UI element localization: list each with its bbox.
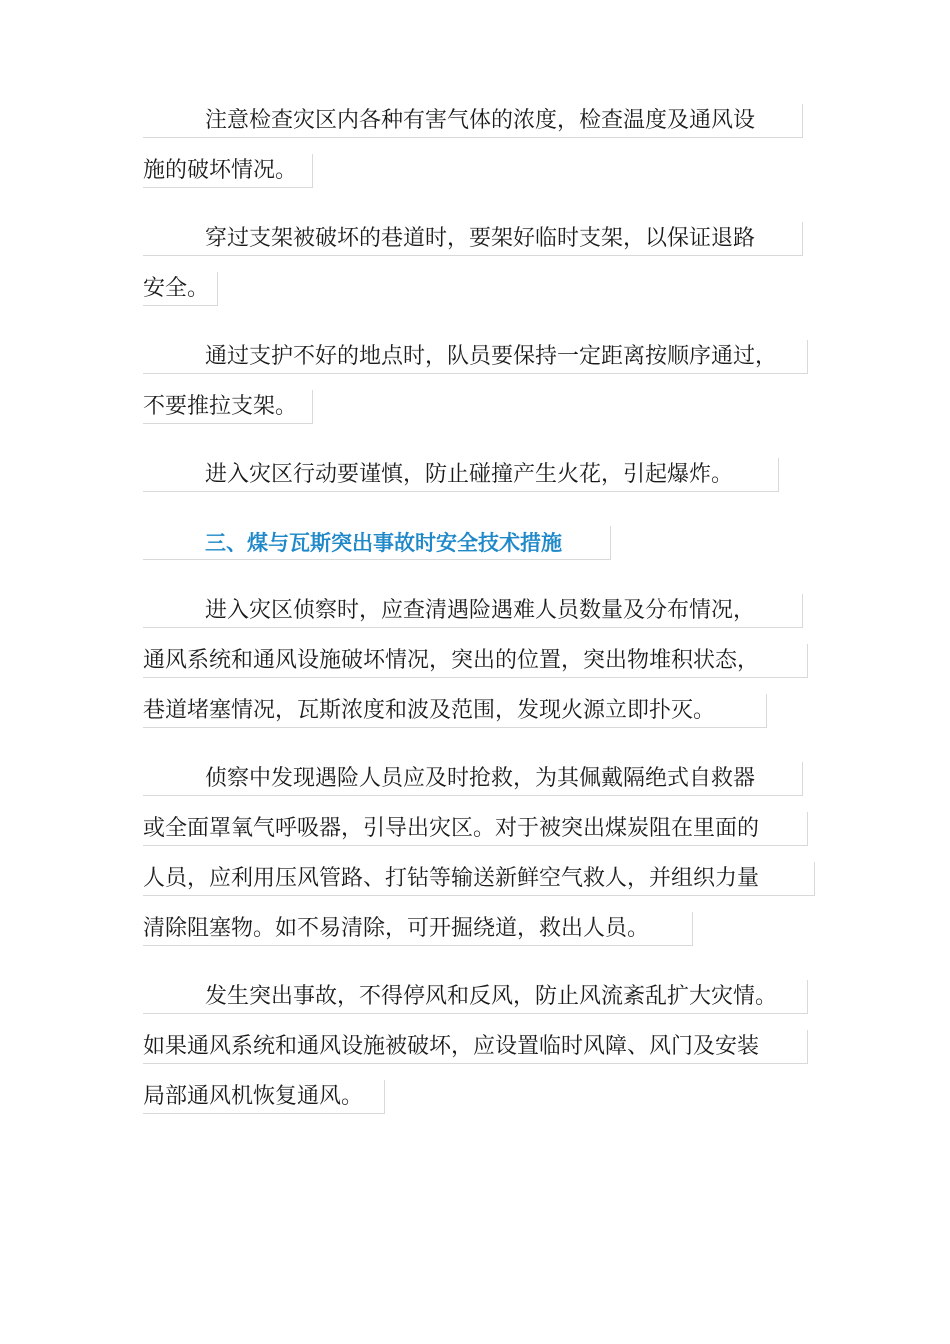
paragraph-3-line-1: 通过支护不好的地点时，队员要保持一定距离按顺序通过， <box>143 340 808 374</box>
paragraph-1-line-2: 施的破坏情况。 <box>143 154 313 188</box>
paragraph-2-line-1: 穿过支架被破坏的巷道时，要架好临时支架，以保证退路 <box>143 222 803 256</box>
paragraph-5-line-2: 通风系统和通风设施破坏情况，突出的位置，突出物堆积状态， <box>143 644 808 678</box>
paragraph-5-line-1: 进入灾区侦察时，应查清遇险遇难人员数量及分布情况， <box>143 594 803 628</box>
paragraph-2-line-2: 安全。 <box>143 272 218 306</box>
section-heading: 三、煤与瓦斯突出事故时安全技术措施 <box>143 526 611 560</box>
paragraph-6-line-2: 或全面罩氧气呼吸器，引导出灾区。对于被突出煤炭阻在里面的 <box>143 812 808 846</box>
paragraph-6-line-4: 清除阻塞物。如不易清除，可开掘绕道，救出人员。 <box>143 912 693 946</box>
paragraph-3-line-2: 不要推拉支架。 <box>143 390 313 424</box>
paragraph-7-line-2: 如果通风系统和通风设施被破坏，应设置临时风障、风门及安装 <box>143 1030 808 1064</box>
paragraph-6-line-1: 侦察中发现遇险人员应及时抢救，为其佩戴隔绝式自救器 <box>143 762 803 796</box>
paragraph-6-line-3: 人员，应利用压风管路、打钻等输送新鲜空气救人，并组织力量 <box>143 862 815 896</box>
paragraph-5-line-3: 巷道堵塞情况，瓦斯浓度和波及范围，发现火源立即扑灭。 <box>143 694 767 728</box>
paragraph-4-line-1: 进入灾区行动要谨慎，防止碰撞产生火花，引起爆炸。 <box>143 458 779 492</box>
paragraph-7-line-1: 发生突出事故，不得停风和反风，防止风流紊乱扩大灾情。 <box>143 980 808 1014</box>
paragraph-1-line-1: 注意检查灾区内各种有害气体的浓度，检查温度及通风设 <box>143 104 803 138</box>
paragraph-7-line-3: 局部通风机恢复通风。 <box>143 1080 385 1114</box>
